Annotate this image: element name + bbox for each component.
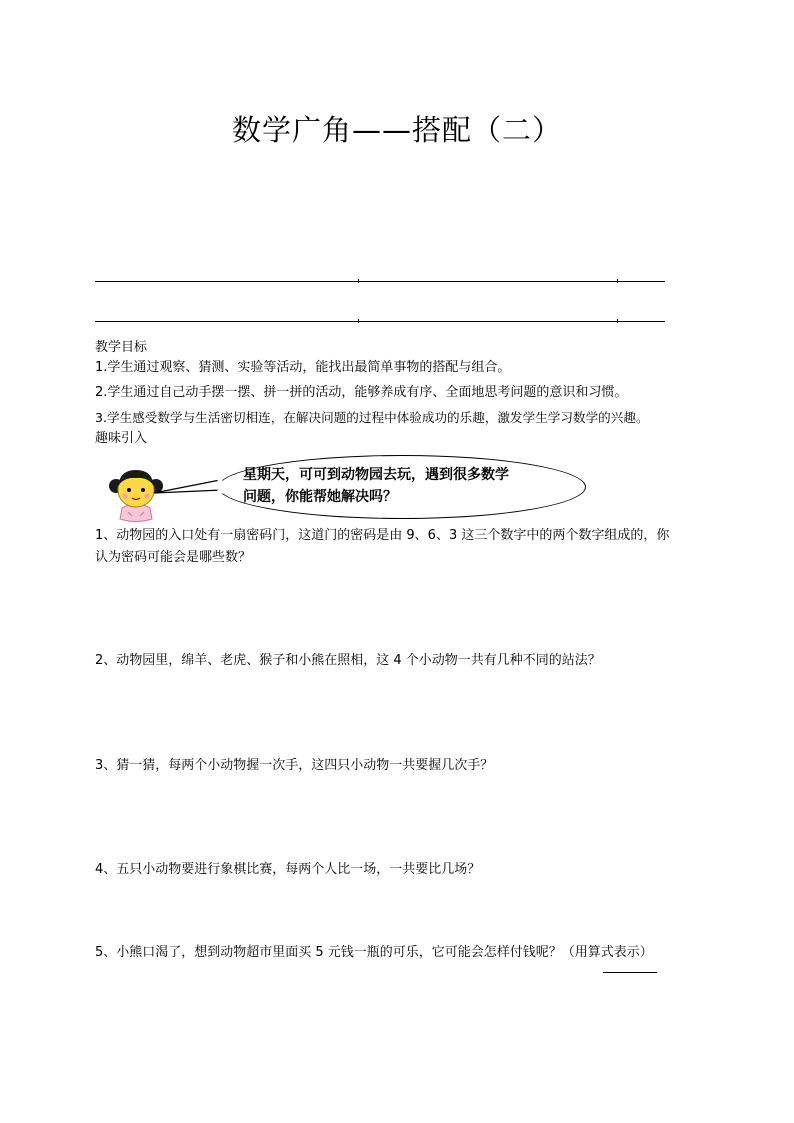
rule-tick bbox=[617, 319, 618, 323]
intro-heading: 趣味引入 bbox=[95, 431, 148, 446]
objective-item: 1.学生通过观察、猜测、实验等活动，能找出最简单事物的搭配与组合。 bbox=[95, 360, 511, 375]
answer-line bbox=[603, 972, 657, 973]
objective-item: 3.学生感受数学与生活密切相连，在解决问题的过程中体验成功的乐趣，激发学生学习数学的兴趣。 bbox=[95, 410, 649, 425]
question-1-line-1: 1、动物园的入口处有一扇密码门，这道门的密码是由 9、6、3 这三个数字中的两个数字组成的，你 bbox=[95, 528, 670, 543]
header-rule-2 bbox=[95, 321, 665, 322]
question-2: 2、动物园里，绵羊、老虎、猴子和小熊在照相，这 4 个小动物一共有几种不同的站法？ bbox=[95, 653, 601, 668]
page-title: 数学广角——搭配（二） bbox=[231, 113, 562, 147]
objective-item: 2.学生通过自己动手摆一摆、拼一拼的活动，能够养成有序、全面地思考问题的意识和习惯。 bbox=[95, 385, 628, 400]
speech-line-2: 问题，你能帮她解决吗？ bbox=[243, 489, 397, 505]
objectives-heading: 教学目标 bbox=[95, 340, 148, 355]
question-5: 5、小熊口渴了，想到动物超市里面买 5 元钱一瓶的可乐，它可能会怎样付钱呢？（用算式表示） bbox=[95, 945, 653, 960]
rule-tick bbox=[358, 319, 359, 323]
header-rule-1 bbox=[95, 281, 665, 282]
question-4: 4、五只小动物要进行象棋比赛，每两个人比一场，一共要比几场？ bbox=[95, 862, 481, 877]
rule-tick bbox=[358, 279, 359, 283]
bubble-tail-cover bbox=[212, 475, 226, 499]
question-1 bbox=[95, 525, 705, 569]
rule-tick bbox=[617, 279, 618, 283]
question-1-line-2: 认为密码可能会是哪些数？ bbox=[95, 550, 252, 565]
speech-bubble-text bbox=[243, 464, 573, 508]
speech-line-1: 星期天，可可到动物园去玩，遇到很多数学 bbox=[243, 467, 509, 483]
question-3: 3、猜一猜，每两个小动物握一次手，这四只小动物一共要握几次手？ bbox=[95, 758, 494, 773]
